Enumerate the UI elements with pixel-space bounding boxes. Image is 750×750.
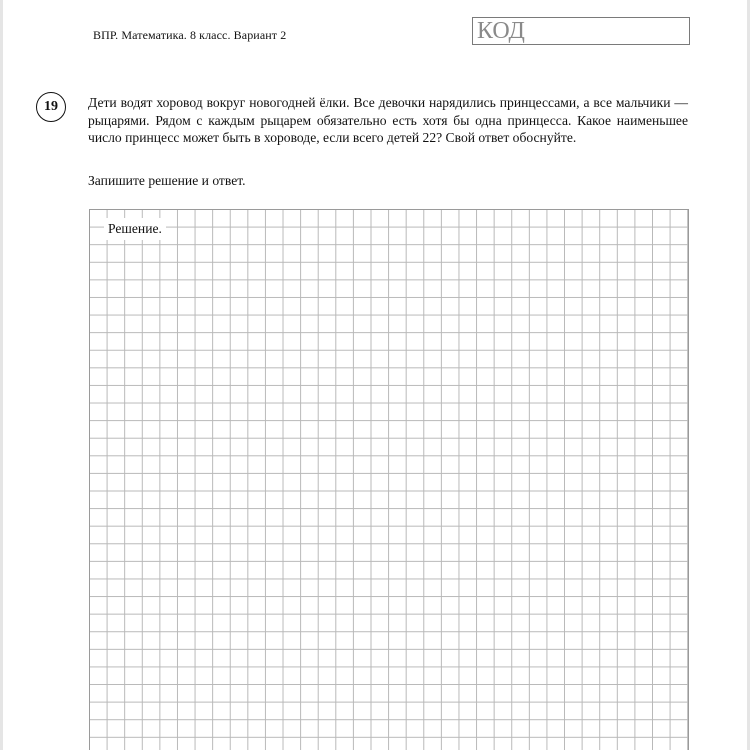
page-left-edge — [0, 0, 3, 750]
code-label: КОД — [477, 18, 525, 44]
code-field[interactable] — [472, 17, 690, 45]
solution-grid[interactable] — [89, 209, 689, 750]
solution-label: Решение. — [104, 218, 166, 240]
task-instruction: Запишите решение и ответ. — [88, 173, 246, 188]
header-title: ВПР. Математика. 8 класс. Вариант 2 — [93, 28, 287, 42]
task-number-badge: 19 — [36, 92, 66, 122]
task-text: Дети водят хоровод вокруг новогодней ёлки. Все девочки нарядились принцессами, а все мальчики — рыцарями. Рядом с каждым рыцарем обязательно есть хотя бы одна принцесса. Какое наименьшее число принцесс может быть в хороводе, если всего детей 22? Свой ответ обоснуйте. — [88, 95, 688, 145]
